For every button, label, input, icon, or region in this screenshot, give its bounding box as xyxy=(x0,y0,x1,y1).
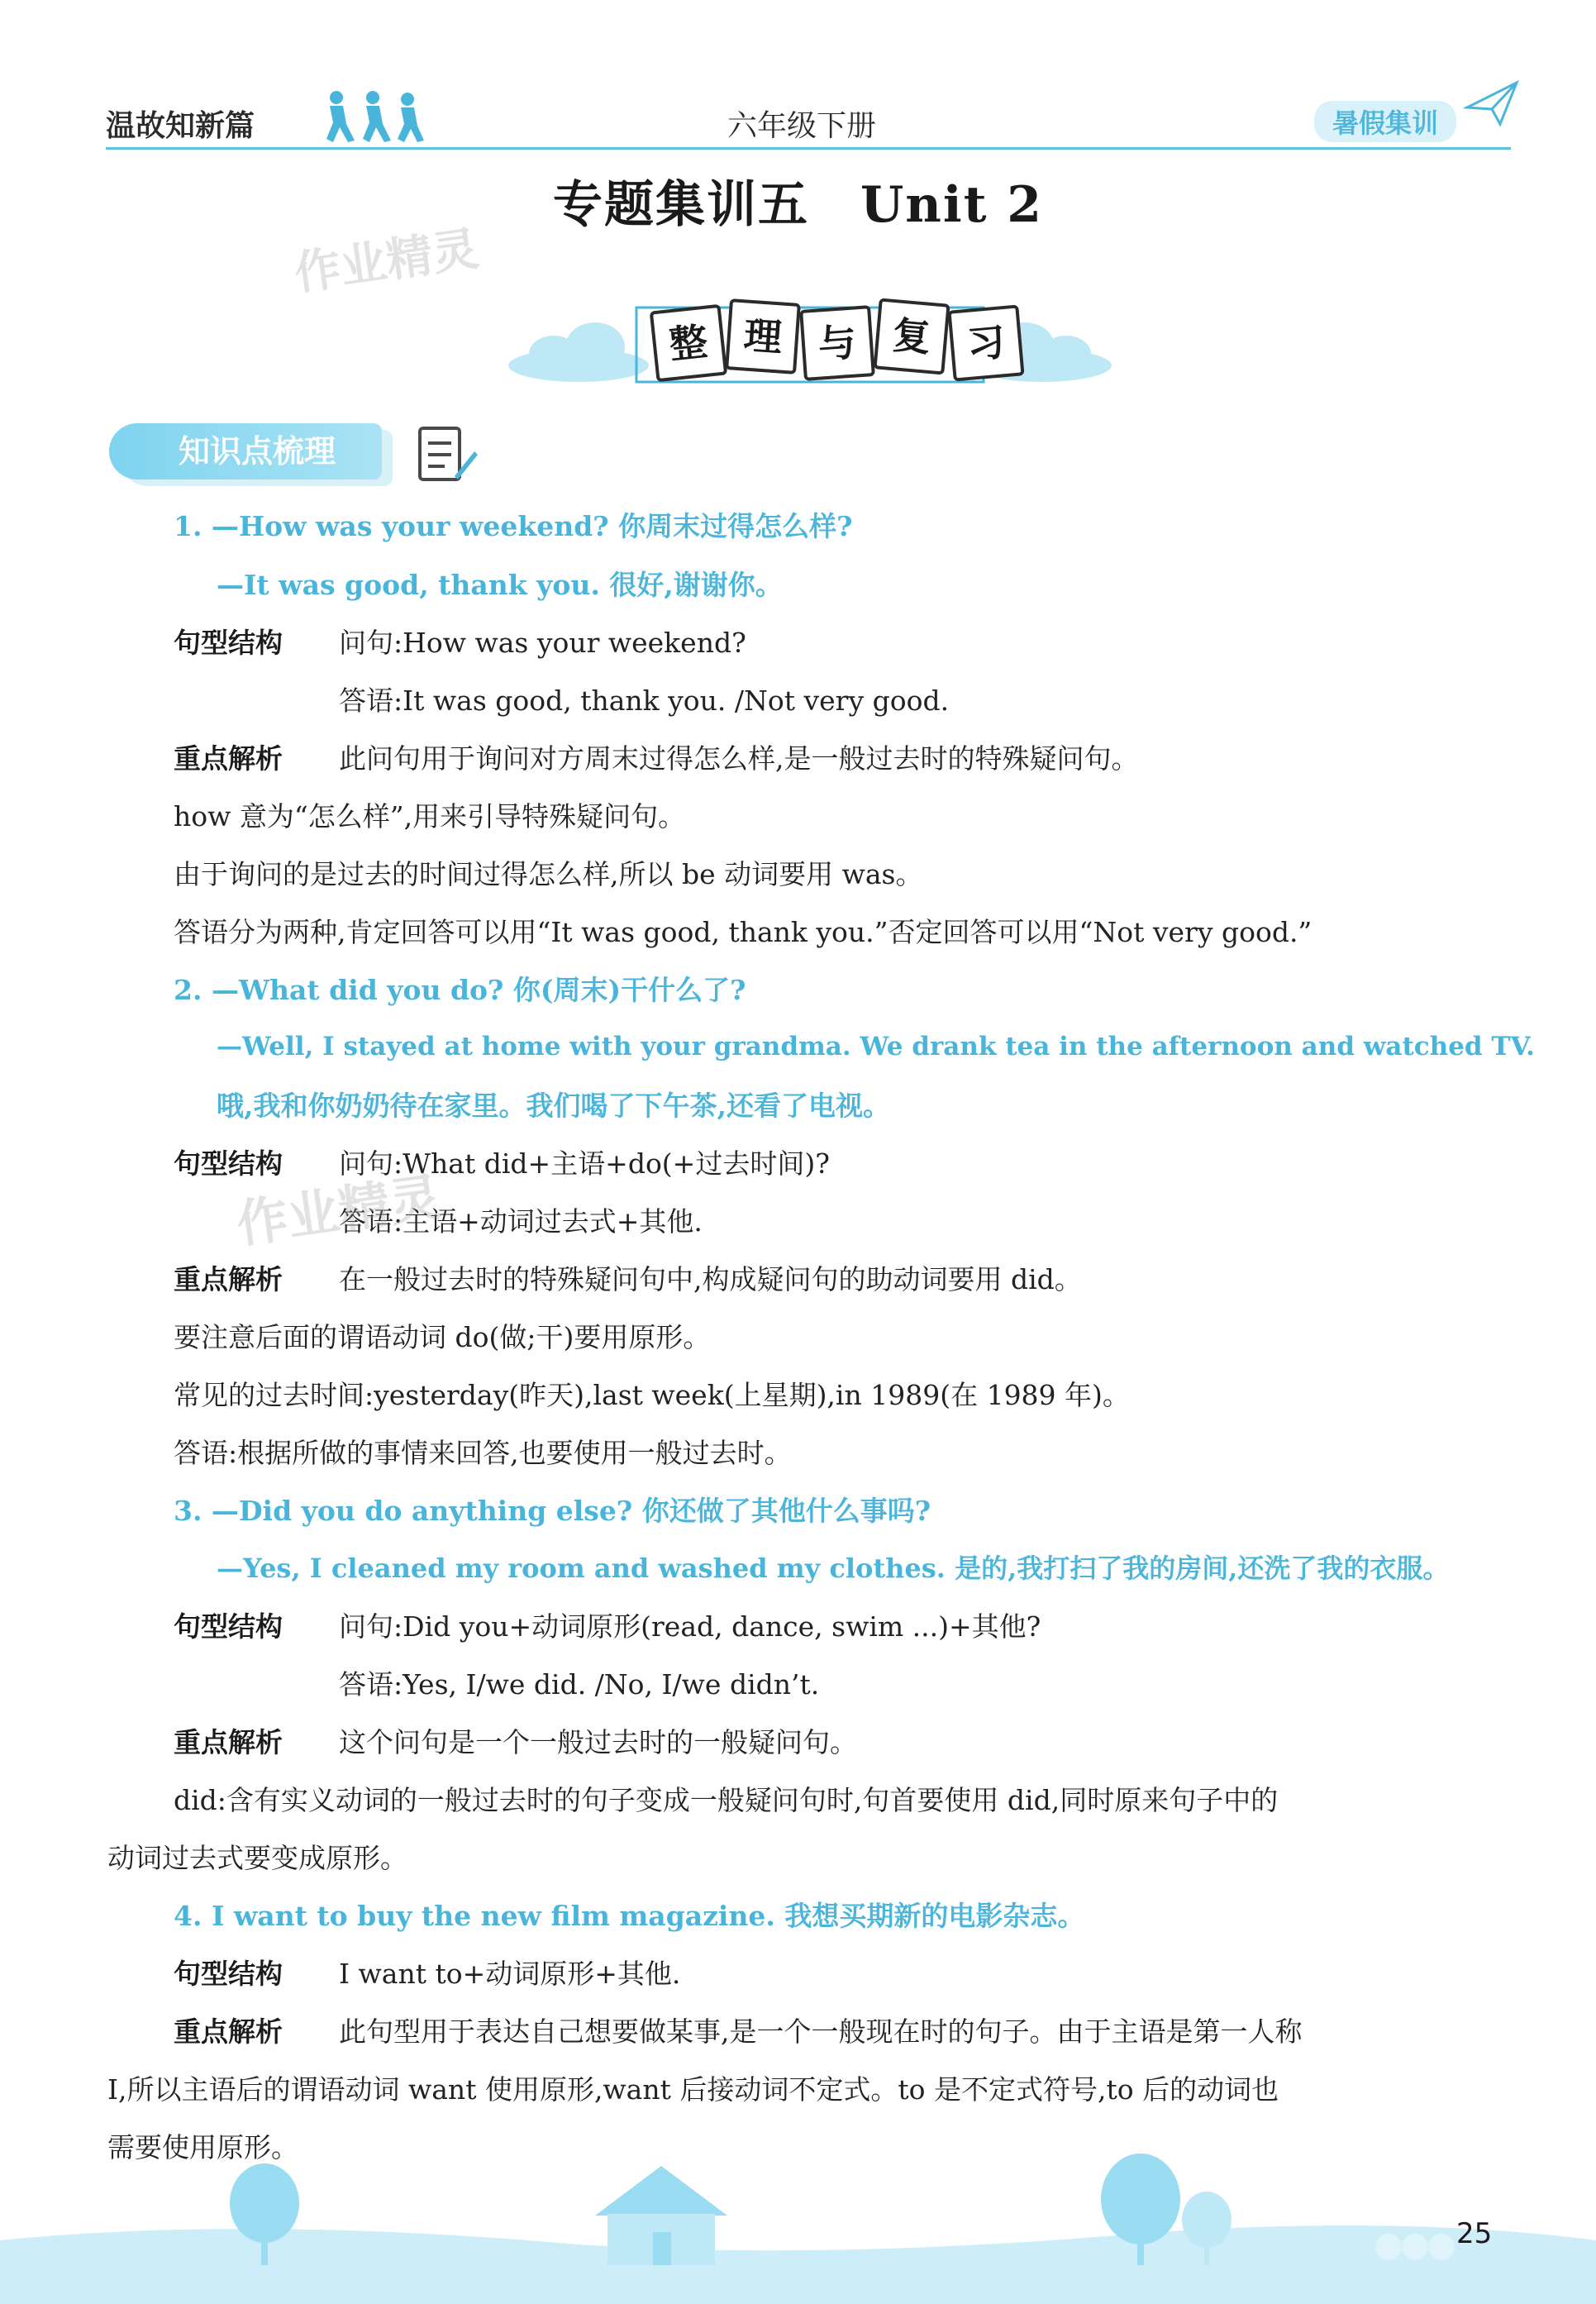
banner-tile: 习 xyxy=(947,304,1024,381)
header-rule xyxy=(106,147,1511,150)
item-4-analysis: 此句型用于表达自己想要做某事,是一个一般现在时的句子。由于主语是第一人称 xyxy=(339,2015,1303,2048)
item-3-answer: —Yes, I cleaned my room and washed my clothes. 是的,我打扫了我的房间,还洗了我的衣服。 xyxy=(217,1553,1450,1584)
item-2-analysis: 常见的过去时间:yesterday(昨天),last week(上星期),in 1989(在 1989 年)。 xyxy=(174,1379,1130,1411)
watermark: 作业精灵 xyxy=(232,1166,445,1255)
item-2-answer: —Well, I stayed at home with your grandma. We drank tea in the afternoon and watched TV. xyxy=(217,1032,1535,1061)
item-1-analysis: how 意为“怎么样”,用来引导特殊疑问句。 xyxy=(174,800,686,832)
banner-tile: 理 xyxy=(725,298,801,374)
banner-tile: 整 xyxy=(650,304,728,383)
banner-tile: 与 xyxy=(799,305,875,381)
notepad-icon xyxy=(413,422,479,488)
item-4-question: 4. I want to buy the new film magazine. 我想买期新的电影杂志。 xyxy=(174,1900,1085,1932)
item-4-analysis: 需要使用原形。 xyxy=(107,2131,298,2163)
header-center: 六年级下册 xyxy=(727,109,877,143)
structure-label: 句型结构 xyxy=(174,627,283,659)
item-3-analysis: 动词过去式要变成原形。 xyxy=(107,1842,407,1874)
footer-scenery xyxy=(0,2116,1596,2304)
item-3-structure-q: 问句:Did you+动词原形(read, dance, swim ...)+其他? xyxy=(339,1610,1041,1643)
structure-label: 句型结构 xyxy=(174,1610,283,1643)
item-2-analysis: 要注意后面的谓语动词 do(做;干)要用原形。 xyxy=(174,1321,711,1353)
item-1-structure-q: 问句:How was your weekend? xyxy=(339,627,746,659)
analysis-label: 重点解析 xyxy=(174,742,283,775)
item-3-analysis: 这个问句是一个一般过去时的一般疑问句。 xyxy=(339,1726,857,1758)
item-2-question: 2. —What did you do? 你(周末)干什么了? xyxy=(174,974,746,1006)
item-2-structure-a: 答语:主语+动词过去式+其他. xyxy=(339,1205,703,1238)
page-title: 专题集训五 Unit 2 xyxy=(552,176,1044,234)
analysis-label: 重点解析 xyxy=(174,1263,283,1295)
header-badge: 暑假集训 xyxy=(1314,101,1456,142)
item-2-analysis: 在一般过去时的特殊疑问句中,构成疑问句的助动词要用 did。 xyxy=(339,1263,1082,1295)
structure-label: 句型结构 xyxy=(174,1958,283,1990)
analysis-label: 重点解析 xyxy=(174,1726,283,1758)
item-1-question: 1. —How was your weekend? 你周末过得怎么样? xyxy=(174,510,853,542)
page-number: 25 xyxy=(1456,2217,1493,2250)
banner-tile: 复 xyxy=(873,298,950,374)
item-1-structure-a: 答语:It was good, thank you. /Not very good. xyxy=(339,685,950,717)
item-3-question: 3. —Did you do anything else? 你还做了其他什么事吗? xyxy=(174,1495,931,1527)
watermark: 作业精灵 xyxy=(291,222,483,302)
analysis-label: 重点解析 xyxy=(174,2015,283,2048)
item-1-analysis: 由于询问的是过去的时间过得怎么样,所以 be 动词要用 was。 xyxy=(174,858,923,890)
item-1-answer: —It was good, thank you. 很好,谢谢你。 xyxy=(217,569,783,601)
item-4-structure: I want to+动词原形+其他. xyxy=(339,1958,681,1990)
item-2-structure-q: 问句:What did+主语+do(+过去时间)? xyxy=(339,1147,830,1180)
item-2-analysis: 答语:根据所做的事情来回答,也要使用一般过去时。 xyxy=(174,1437,792,1469)
structure-label: 句型结构 xyxy=(174,1147,283,1180)
running-kids-icon xyxy=(318,89,426,147)
item-4-analysis: I,所以主语后的谓语动词 want 使用原形,want 后接动词不定式。to 是不定式符号,to 后的动词也 xyxy=(107,2073,1279,2106)
item-3-structure-a: 答语:Yes, I/we did. /No, I/we didn’t. xyxy=(339,1668,820,1701)
item-3-analysis: did:含有实义动词的一般过去时的句子变成一般疑问句时,句首要使用 did,同时原来句子中的 xyxy=(174,1784,1279,1816)
header-left: 温故知新篇 xyxy=(106,109,255,143)
paper-plane-icon xyxy=(1463,74,1521,132)
item-1-analysis: 此问句用于询问对方周末过得怎么样,是一般过去时的特殊疑问句。 xyxy=(339,742,1139,775)
section-label: 知识点梳理 xyxy=(109,423,382,479)
item-2-answer-translation: 哦,我和你奶奶待在家里。我们喝了下午茶,还看了电视。 xyxy=(217,1090,890,1122)
item-1-analysis: 答语分为两种,肯定回答可以用“It was good, thank you.”否定回答可以用“Not very good.” xyxy=(174,916,1313,948)
